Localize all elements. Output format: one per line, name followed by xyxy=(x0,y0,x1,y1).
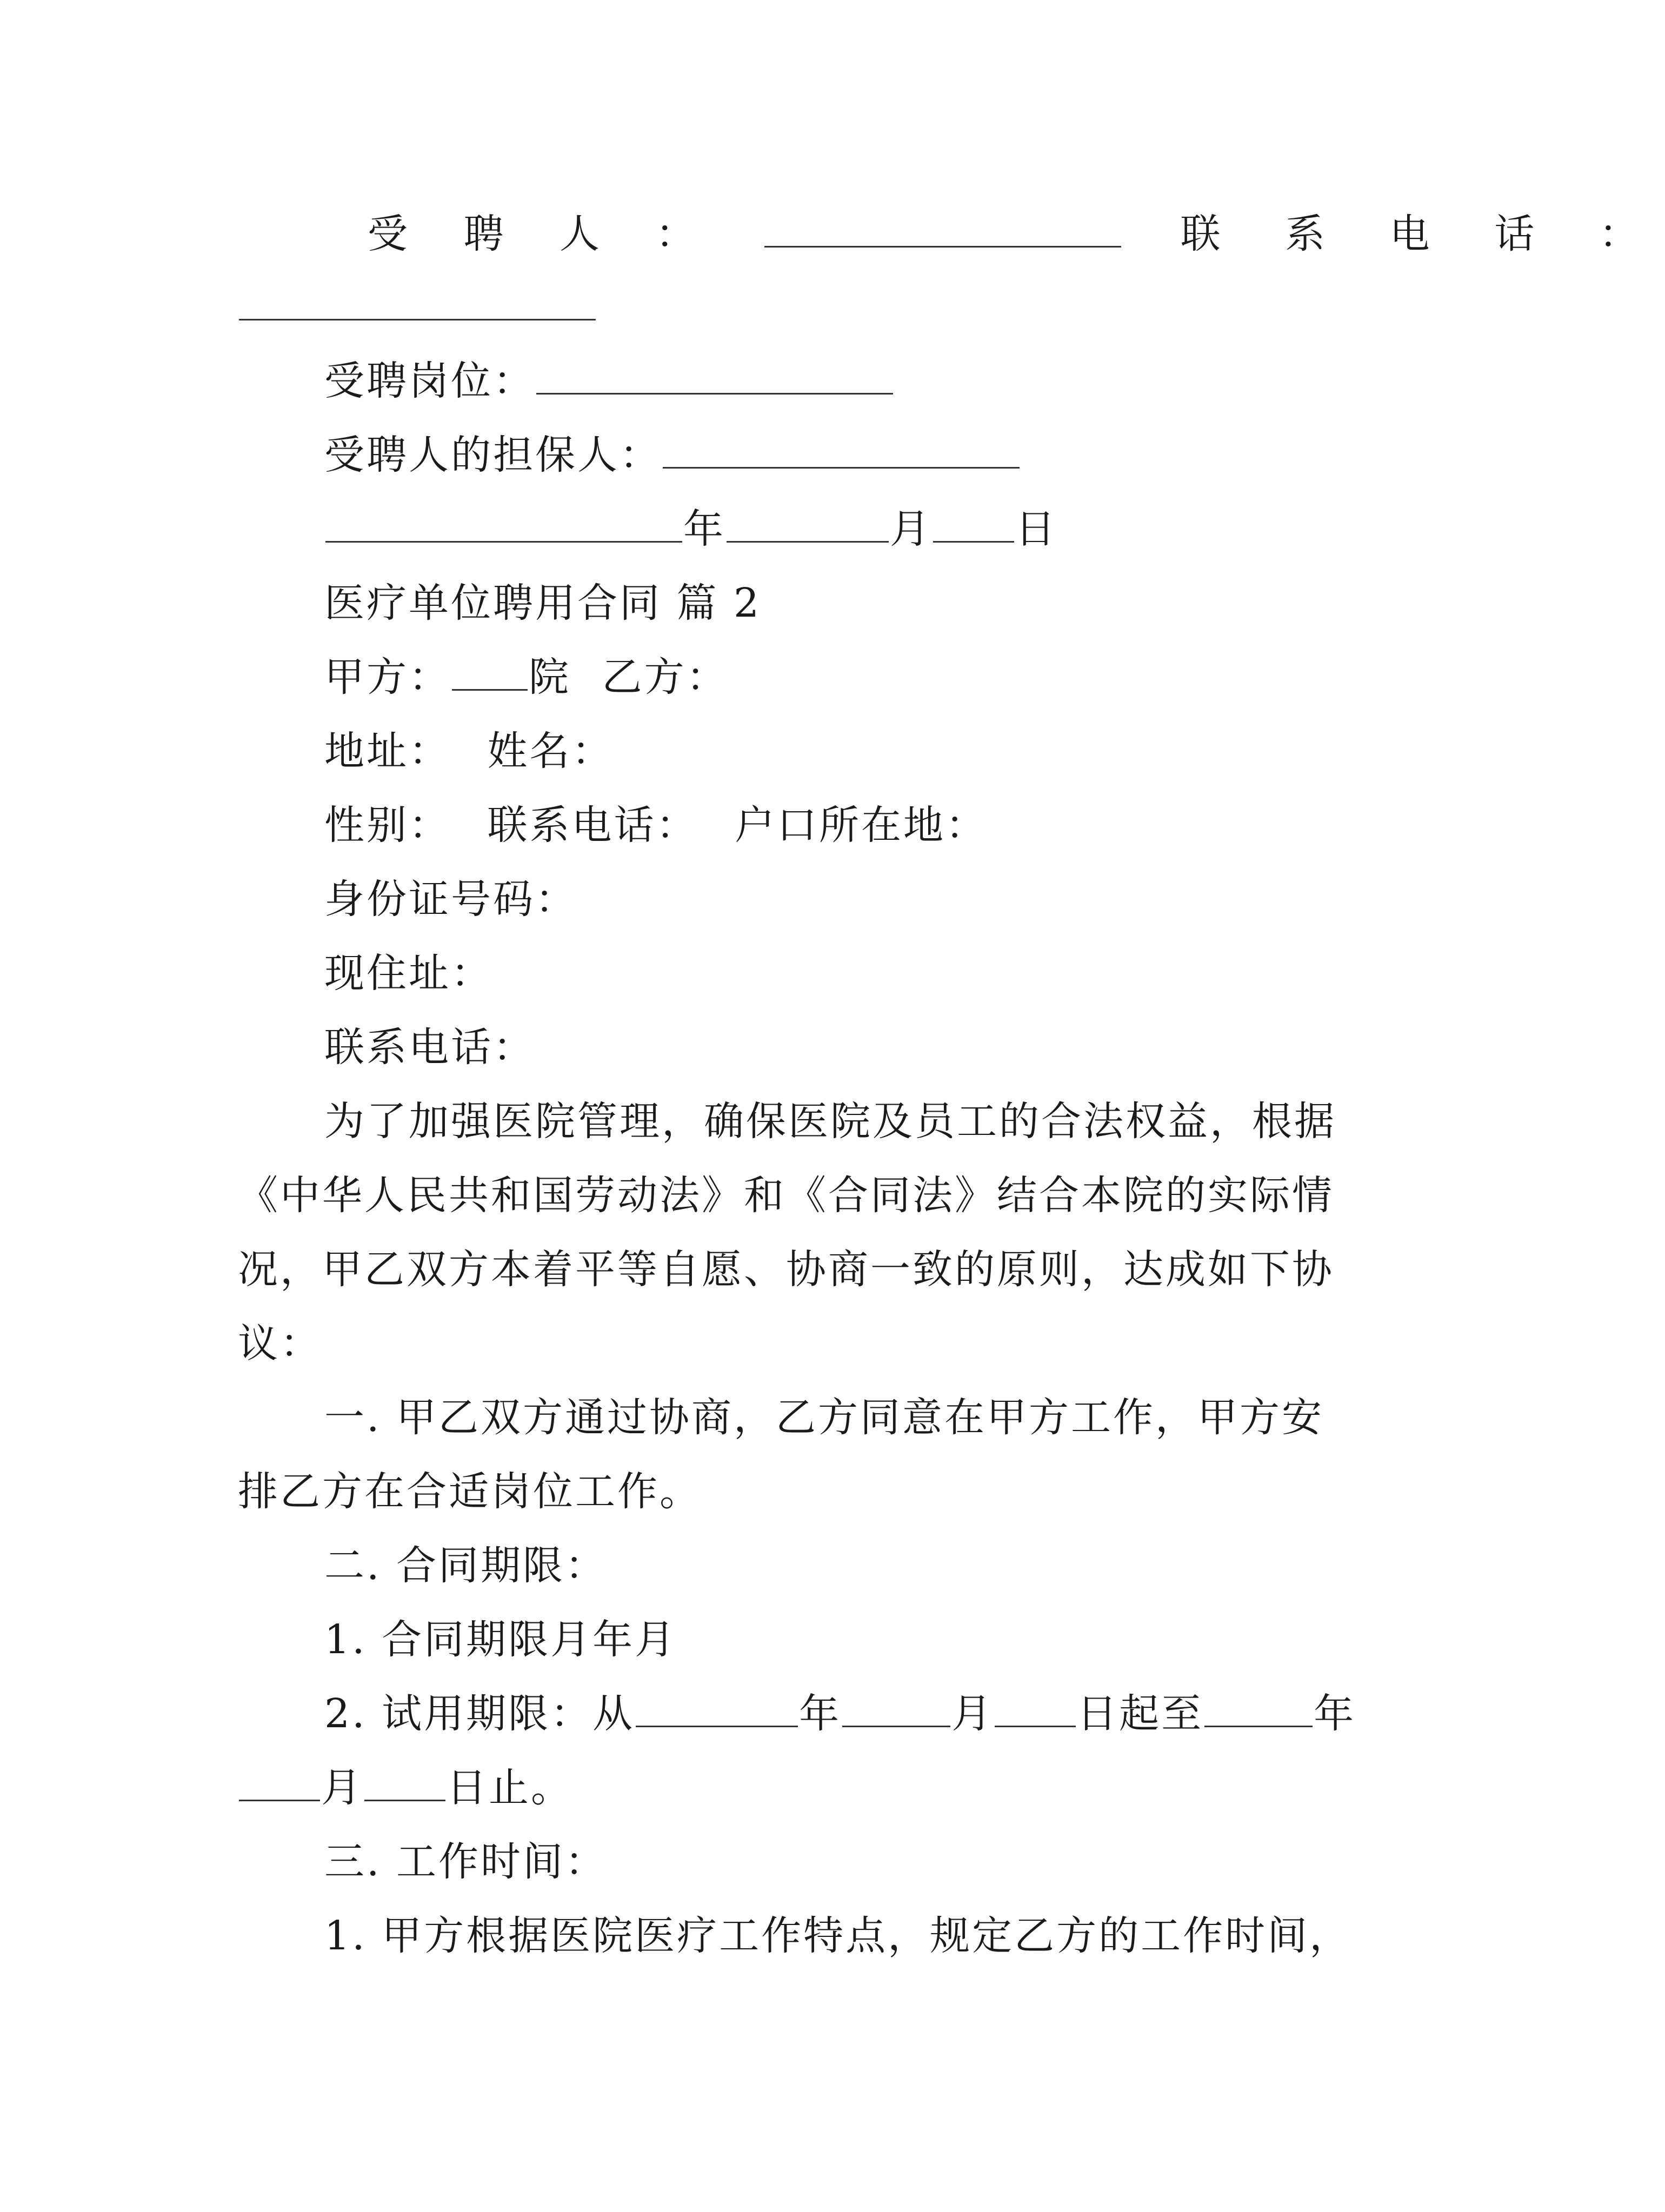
residence-label: 户口所在地： xyxy=(735,802,988,848)
end-day-blank xyxy=(364,1766,445,1801)
end-day-label: 日止。 xyxy=(447,1765,573,1811)
probation-month-blank xyxy=(842,1692,950,1727)
end-month-blank xyxy=(239,1766,320,1801)
address-label: 地址： xyxy=(324,728,451,774)
address-name-line xyxy=(324,724,1460,778)
contact-phone-label: 联系电话： xyxy=(487,802,698,848)
probation-end-line xyxy=(238,1761,1373,1815)
day-blank xyxy=(933,507,1014,543)
work-time-heading: 三. 工作时间： xyxy=(324,1839,608,1885)
hospital-suffix: 院 xyxy=(529,654,571,700)
end-year-blank xyxy=(1204,1692,1313,1727)
hospital-blank xyxy=(452,656,528,691)
year-label: 年 xyxy=(683,506,725,552)
employee-blank xyxy=(764,212,1121,248)
probation-line xyxy=(324,1687,1460,1741)
position-label: 受聘岗位： xyxy=(324,358,535,404)
phone-blank xyxy=(239,285,596,320)
employee-label: 受 聘 人 ： xyxy=(368,211,717,257)
position-blank xyxy=(536,359,893,395)
party-line xyxy=(324,650,1460,704)
until-label: 日起至 xyxy=(1077,1690,1204,1737)
probation-day-blank xyxy=(995,1692,1076,1727)
contact-label: 联系电话： xyxy=(324,1024,535,1071)
month-label: 月 xyxy=(951,1690,994,1737)
guarantor-line xyxy=(324,428,1460,482)
year-label: 年 xyxy=(799,1690,842,1737)
employee-phone-line xyxy=(368,207,1665,261)
id-number-label: 身份证号码： xyxy=(324,876,577,923)
date-line xyxy=(324,502,1460,556)
current-address-label: 现住址： xyxy=(324,950,493,997)
section-heading: 医疗单位聘用合同 篇 2 xyxy=(324,580,762,626)
paragraph-line: 况，甲乙双方本着平等自愿、协商一致的原则，达成如下协 xyxy=(238,1246,1334,1293)
phone-label: 联 系 电 话 ： xyxy=(1180,211,1665,257)
probation-year-blank xyxy=(636,1692,798,1727)
probation-label: 2. 试用期限：从 xyxy=(324,1690,635,1737)
work-time-item: 1. 甲方根据医院医疗工作特点，规定乙方的工作时间， xyxy=(324,1913,1352,1959)
guarantor-label: 受聘人的担保人： xyxy=(324,432,662,478)
day-label: 日 xyxy=(1015,506,1057,552)
month-blank xyxy=(727,507,889,543)
position-line xyxy=(324,354,1460,408)
guarantor-blank xyxy=(663,433,1020,469)
paragraph-line: 为了加强医院管理，确保医院及员工的合法权益，根据 xyxy=(324,1098,1336,1145)
year-blank xyxy=(325,507,682,543)
paragraph-line: 一. 甲乙双方通过协商，乙方同意在甲方工作，甲方安 xyxy=(324,1394,1324,1441)
gender-line xyxy=(324,798,1460,852)
gender-label: 性别： xyxy=(324,802,451,848)
contract-term-item: 1. 合同期限月年月 xyxy=(324,1616,677,1663)
paragraph-line: 议： xyxy=(238,1320,322,1367)
phone-blank-line xyxy=(238,280,1373,334)
paragraph-line: 《中华人民共和国劳动法》和《合同法》结合本院的实际情 xyxy=(238,1172,1334,1219)
month-label: 月 xyxy=(890,506,932,552)
end-year-label: 年 xyxy=(1314,1690,1356,1737)
name-label: 姓名： xyxy=(487,728,614,774)
contract-term-heading: 二. 合同期限： xyxy=(324,1542,608,1589)
party-a-label: 甲方： xyxy=(324,654,451,700)
end-month-label: 月 xyxy=(321,1765,363,1811)
paragraph-line: 排乙方在合适岗位工作。 xyxy=(238,1468,702,1515)
party-b-label: 乙方： xyxy=(602,654,729,700)
